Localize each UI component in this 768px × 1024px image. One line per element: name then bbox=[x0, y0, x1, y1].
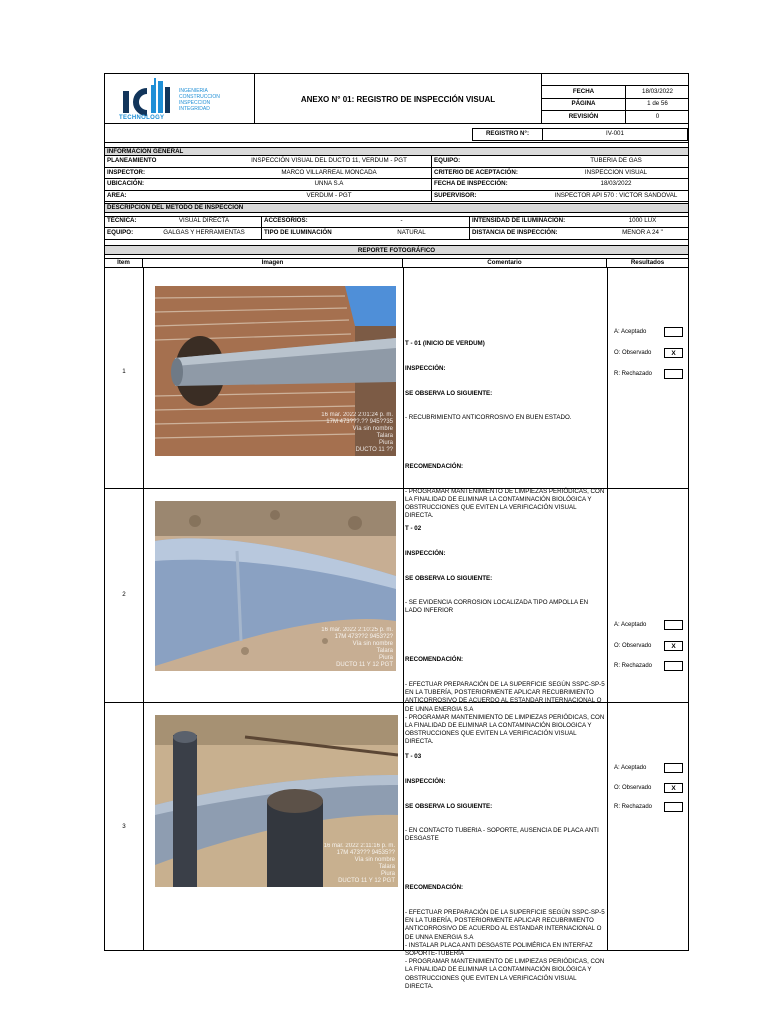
field-label: EQUIPO: bbox=[107, 229, 134, 237]
field-value: VERDUM - PGT bbox=[227, 191, 432, 202]
method-row-1 bbox=[105, 216, 688, 228]
comment-recommendation: - PROGRAMAR MANTENIMIENTO DE LIMPIEZAS PERIÓDICAS, CON LA FINALIDAD DE ELIMINAR LA CONTAMINACIÓN BIOLÓGICA Y OBSTRUCCIONES QUE EVITEN LA VERIFICACIÓN VISUAL DIRECTA. bbox=[405, 487, 607, 520]
checkbox-rechazado[interactable] bbox=[664, 661, 683, 671]
inspection-photo bbox=[155, 286, 396, 456]
comment-observation-label: SE OBSERVA LO SIGUIENTE: bbox=[405, 389, 493, 397]
field-label: EQUIPO: bbox=[434, 157, 461, 165]
field-label: DISTANCIA DE INSPECCIÓN: bbox=[472, 229, 558, 237]
report-row bbox=[105, 268, 688, 520]
registro-value: IV-001 bbox=[606, 130, 624, 138]
comment-observation: - RECUBRIMIENTO ANTICORROSIVO EN BUEN ESTADO. bbox=[405, 414, 572, 422]
comment-recommendation-label: RECOMENDACIÓN: bbox=[405, 463, 464, 471]
result-label-aceptado: A: Aceptado bbox=[614, 329, 647, 335]
item-number: 1 bbox=[122, 368, 126, 375]
comment-observation: - SE EVIDENCIA CORROSION LOCALIZADA TIPO AMPOLLA EN LADO INFERIOR bbox=[405, 599, 590, 615]
logo-line: CONSTRUCCION bbox=[179, 94, 220, 100]
logo-line: INGENIERIA bbox=[179, 88, 208, 94]
general-section-title: INFORMACIÓN GENERAL bbox=[105, 147, 688, 156]
field-value: 18/03/2022 bbox=[600, 180, 632, 188]
field-label: TÉCNICA: bbox=[107, 217, 137, 225]
field-label: INTENSIDAD DE ILUMINACIÓN: bbox=[472, 217, 566, 225]
field-label: TIPO DE ILUMINACIÓN bbox=[264, 229, 332, 237]
comment-observation: - EN CONTACTO TUBERIA - SOPORTE, AUSENCIA DE PLACA ANTI DESGASTE bbox=[405, 827, 601, 843]
comment-recommendation: - EFECTUAR PREPARACIÓN DE LA SUPERFICIE SEGÚN SSPC-SP-5 EN LA TUBERÍA, POSTERIORMENTE APLICAR RECUBRIMIENTO ANTICORROSIVO DE ACUERDO AL ESTANDAR INTERNACIONAL O DE UNNA ENERGIA S.A - INSTALAR PLACA ANTI DESGASTE POLIMÉRICA EN INTERFAZ SOPORTE-TUBERÍA - PROGRAMAR MANTENIMIENTO DE LIMPIEZAS PERIÓDICAS, CON LA FINALIDAD DE ELIMINAR LA CONTAMINACIÓN BIOLÓGICA Y OBSTRUCCIONES QUE EVITEN LA VERIFICACIÓN VISUAL DIRECTA. bbox=[405, 909, 605, 990]
comment-inspection-label: INSPECCIÓN: bbox=[405, 365, 446, 373]
report-row bbox=[105, 703, 688, 990]
comment-inspection-label: INSPECCIÓN: bbox=[405, 550, 446, 558]
checkbox-observado[interactable]: X bbox=[664, 641, 683, 651]
field-value: MENOR A 24 " bbox=[622, 229, 663, 237]
field-value: MARCO VILLARREAL MONCADA bbox=[227, 168, 432, 179]
field-value: INSPECTOR API 570 : VICTOR SANDOVAL bbox=[554, 191, 678, 199]
comment-recommendation-label: RECOMENDACIÓN: bbox=[405, 884, 464, 892]
result-label-rechazado: R: Rechazado bbox=[614, 663, 653, 669]
logo-line: INSPECCION bbox=[179, 100, 211, 106]
result-label-rechazado: R: Rechazado bbox=[614, 371, 653, 377]
field-value: 1000 LUX bbox=[628, 217, 657, 225]
page-title: ANEXO N° 01: REGISTRO DE INSPECCIÓN VISUAL bbox=[300, 94, 496, 104]
checkbox-aceptado[interactable] bbox=[664, 620, 683, 630]
logo-block bbox=[105, 74, 255, 124]
comment-block bbox=[405, 737, 605, 1008]
meta-value: 18/03/2022 bbox=[642, 87, 673, 95]
photo-timestamp: 16 mar. 2022 2:01:24 p. m. 17M 473???.?? 945??35 Vía sin nombre Talara Piura DUCTO 11 ?? bbox=[321, 412, 393, 453]
result-label-aceptado: A: Aceptado bbox=[614, 622, 647, 628]
checkbox-aceptado[interactable] bbox=[664, 327, 683, 337]
field-value: VISUAL DIRECTA bbox=[147, 216, 262, 227]
result-label-observado: O: Observado bbox=[614, 350, 652, 356]
checkbox-rechazado[interactable] bbox=[664, 802, 683, 812]
meta-spacer bbox=[542, 74, 689, 86]
meta-row-fecha bbox=[542, 86, 689, 99]
logo-icon bbox=[121, 77, 177, 119]
meta-row-pagina bbox=[542, 99, 689, 112]
method-row-2 bbox=[105, 228, 688, 240]
general-row-3 bbox=[105, 179, 688, 191]
checkbox-observado[interactable]: X bbox=[664, 348, 683, 358]
item-number: 3 bbox=[122, 823, 126, 830]
field-label: SUPERVISOR: bbox=[434, 191, 477, 199]
meta-label: PÁGINA bbox=[542, 99, 626, 111]
header bbox=[105, 74, 688, 124]
meta-value: 1 de 56 bbox=[647, 100, 668, 108]
comment-recommendation: - EFECTUAR PREPARACIÓN DE LA SUPERFICIE SEGÚN SSPC-SP-5 EN LA TUBERÍA, POSTERIORMENTE APLICAR RECUBRIMIENTO ANTICORROSIVO DE ACUERDO AL ESTANDAR INTERNACIONAL O DE UNNA ENERGIA S.A - PROGRAMAR MANTENIMIENTO DE LIMPIEZAS PERIÓDICAS, CON LA FINALIDAD DE ELIMINAR LA CONTAMINACIÓN BIOLOGICA Y OBSTRUCCIONES QUE EVITEN LA VERIFICACIÓN VISUAL DIRECTA. bbox=[405, 681, 605, 746]
report-section-title: REPORTE FOTOGRÁFICO bbox=[105, 245, 688, 255]
col-header-item: Item bbox=[105, 259, 143, 267]
col-header-resultados: Resultados bbox=[630, 259, 665, 266]
field-label: INSPECTOR: bbox=[107, 168, 146, 176]
comment-title: T - 02 bbox=[405, 525, 422, 533]
inspection-photo bbox=[155, 501, 396, 671]
comment-inspection-label: INSPECCIÓN: bbox=[405, 778, 446, 786]
photo-timestamp: 16 mar. 2022 2:10:25 p. m. 17M 473??2 9453?2? Vía sin nombre Talara Piura DUCTO 11 Y 12 PGT bbox=[321, 627, 393, 668]
photo-timestamp: 16 mar. 2022 2:11:16 p. m. 17M 473??? 94535?? Vía sin nombre Talara Piura DUCTO 11 Y 12 PGT bbox=[323, 843, 395, 884]
checkbox-observado[interactable]: X bbox=[664, 783, 683, 793]
field-value: NATURAL bbox=[354, 228, 470, 239]
field-label: CRITERIO DE ACEPTACIÓN: bbox=[434, 168, 518, 176]
result-label-observado: O: Observado bbox=[614, 785, 652, 791]
logo-sub: TECHNOLOGY bbox=[119, 115, 165, 121]
checkbox-rechazado[interactable] bbox=[664, 369, 683, 379]
comment-title: T - 01 (INICIO DE VERDUM) bbox=[405, 340, 485, 348]
inspection-sheet bbox=[104, 73, 689, 990]
result-label-rechazado: R: Rechazado bbox=[614, 804, 653, 810]
field-label: AREA: bbox=[107, 191, 127, 199]
field-label: ACCESORIOS: bbox=[264, 217, 308, 225]
comment-observation-label: SE OBSERVA LO SIGUIENTE: bbox=[405, 802, 493, 810]
inspection-photo bbox=[155, 715, 398, 887]
result-label-aceptado: A: Aceptado bbox=[614, 765, 647, 771]
field-value: UNNA S.A bbox=[227, 179, 432, 190]
general-row-2 bbox=[105, 168, 688, 180]
field-value: GALGAS Y HERRAMIENTAS bbox=[147, 228, 262, 239]
report-column-headers bbox=[105, 258, 688, 268]
registro-box bbox=[472, 128, 688, 141]
result-label-observado: O: Observado bbox=[614, 643, 652, 649]
registro-label: REGISTRO N°: bbox=[473, 129, 543, 140]
general-row-1 bbox=[105, 156, 688, 168]
meta-row-revision bbox=[542, 111, 689, 124]
report-row bbox=[105, 489, 688, 746]
checkbox-aceptado[interactable] bbox=[664, 763, 683, 773]
comment-recommendation-label: RECOMENDACIÓN: bbox=[405, 656, 464, 664]
logo-line: INTEGRIDAD bbox=[179, 106, 210, 112]
field-label: UBICACIÓN: bbox=[107, 180, 145, 188]
field-value: TUBERIA DE GAS bbox=[590, 157, 642, 165]
general-row-4 bbox=[105, 191, 688, 203]
logo-lines bbox=[179, 88, 220, 112]
comment-title: T - 03 bbox=[405, 753, 422, 761]
comment-observation-label: SE OBSERVA LO SIGUIENTE: bbox=[405, 574, 493, 582]
field-value: - bbox=[334, 216, 470, 227]
registro-row bbox=[105, 124, 688, 143]
meta-value: 0 bbox=[655, 113, 660, 121]
meta-label: FECHA bbox=[542, 86, 626, 98]
col-header-imagen: Imagen bbox=[143, 259, 403, 267]
field-value: INSPECCION VISUAL bbox=[584, 168, 648, 176]
field-label: PLANEAMIENTO bbox=[107, 157, 157, 165]
col-header-comentario: Comentario bbox=[403, 259, 607, 267]
meta-label: REVISIÓN bbox=[542, 111, 626, 124]
method-section-title: DESCRIPCION DEL METODO DE INSPECCION bbox=[105, 203, 688, 213]
field-value: INSPECCIÓN VISUAL DEL DUCTO 11, VERDUM - PGT bbox=[227, 156, 432, 167]
field-label: FECHA DE INSPECCIÓN: bbox=[434, 180, 508, 188]
meta-block bbox=[541, 74, 688, 124]
item-number: 2 bbox=[122, 591, 126, 598]
